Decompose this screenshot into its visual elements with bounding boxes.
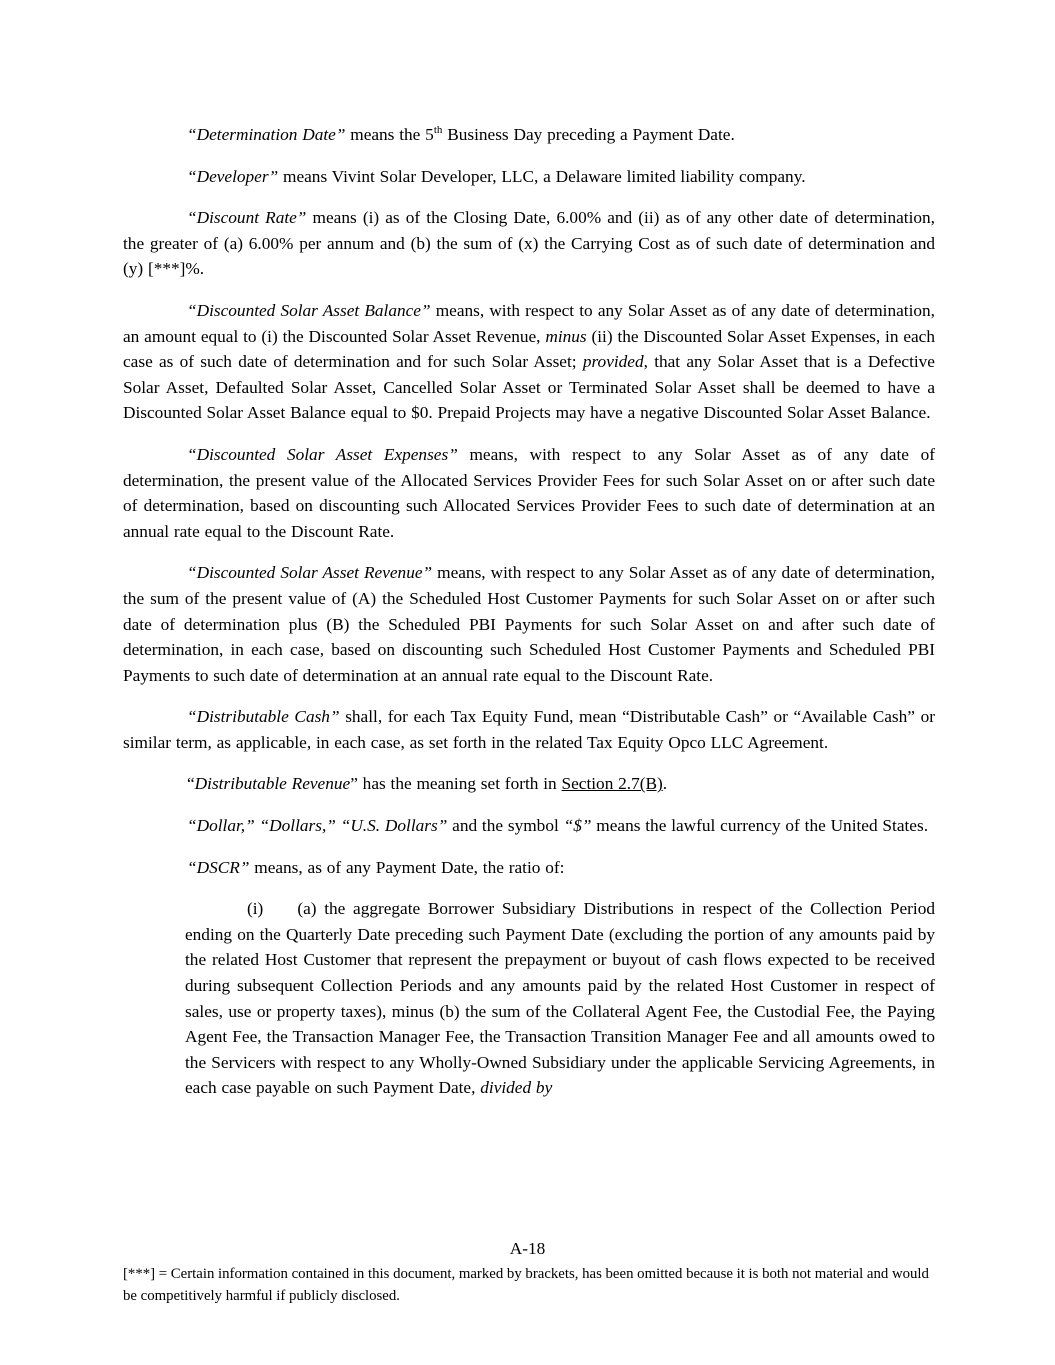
text-segment: ” has the meaning set forth in: [350, 774, 562, 794]
text-segment: divided by: [480, 1078, 553, 1098]
text-segment: (ii) the Discounted Solar Asset Expenses, in each case as of such date of determination and for such Solar Asset;: [123, 326, 935, 372]
text-segment: means, as of any Payment Date, the ratio of:: [249, 857, 565, 877]
text-segment: th: [433, 124, 443, 137]
text-segment: “Discounted Solar Asset Revenue”: [187, 563, 433, 583]
definition-discount-rate: [123, 205, 935, 282]
text-segment: (a) the aggregate Borrower Subsidiary Distributions in respect of the Collection Period ending on the Quarterly Date preceding such Payment Date (excluding the portion of any amounts paid by the related Host Customer that represent the prepayment or buyout of cash flows expected to be received during subsequent Collection Periods and any amounts paid by the related Host Customer in respect of sales, use or property taxes), minus (b) the sum of the Collateral Agent Fee, the Custodial Fee, the Paying Agent Fee, the Transaction Manager Fee, the Transaction Transition Manager Fee and all amounts owed to the Servicers with respect to any Wholly-Owned Subsidiary under the applicable Servicing Agreements, in each case payable on such Payment Date,: [185, 899, 935, 1098]
definition-distributable-cash: [123, 704, 935, 755]
text-segment: Section 2.7(B): [561, 774, 663, 794]
text-segment: “Discounted Solar Asset Balance”: [187, 300, 431, 320]
text-segment: Distributable Revenue: [194, 774, 351, 794]
text-segment: “Developer”: [187, 166, 279, 186]
text-segment: means the lawful currency of the United States.: [591, 816, 929, 836]
definition-determination-date: [123, 122, 935, 148]
definition-dollar: [123, 813, 935, 839]
text-segment: .: [662, 774, 668, 794]
text-segment: means, with respect to any Solar Asset as of any date of determination, an amount equal to (i) the Discounted Solar Asset Revenue,: [123, 300, 935, 346]
text-segment: “Discount Rate”: [187, 208, 307, 228]
dscr-clause-i: [185, 896, 935, 1101]
text-segment: means, with respect to any Solar Asset as of any date of determination, the sum of the present value of (A) the Scheduled Host Customer Payments for such Solar Asset on or after such date of determination plus (B) the Scheduled PBI Payments for such Solar Asset on and after such date of determination, in each case, based on discounting such Scheduled Host Customer Payments and Scheduled PBI Payments to such date of determination at an annual rate equal to the Discount Rate.: [123, 563, 935, 685]
definition-discounted-solar-asset-revenue: [123, 560, 935, 688]
text-segment: provided: [582, 352, 644, 372]
text-segment: Business Day preceding a Payment Date.: [442, 125, 735, 144]
text-segment: “Dollar,” “Dollars,” “U.S. Dollars”: [187, 816, 448, 836]
confidentiality-footnote: [***] = Certain information contained in this document, marked by brackets, has been omitted because it is both not material and would be competitively harmful if publicly disclosed.: [123, 1266, 929, 1304]
text-segment: means (i) as of the Closing Date, 6.00% and (ii) as of any other date of determination, the greater of (a) 6.00% per annum and (b) the sum of (x) the Carrying Cost as of such date of determination and (y) [***]%.: [123, 208, 935, 279]
text-segment: “$”: [563, 816, 592, 836]
text-segment: means, with respect to any Solar Asset as of any date of determination, the present value of the Allocated Services Provider Fees for such Solar Asset on or after such date of determination, based on discounting such Allocated Services Provider Fees to such date of determination at an annual rate equal to the Discount Rate.: [123, 444, 935, 541]
text-segment: “Distributable Cash”: [187, 707, 340, 727]
page-number: A-18: [509, 1239, 546, 1258]
text-segment: and the symbol: [447, 816, 564, 836]
text-segment: “DSCR”: [187, 857, 250, 877]
text-segment: means Vivint Solar Developer, LLC, a Delaware limited liability company.: [278, 166, 806, 186]
definition-discounted-solar-asset-expenses: [123, 442, 935, 544]
definition-dscr: [123, 855, 935, 881]
text-segment: means the 5: [345, 125, 434, 144]
text-segment: minus: [545, 326, 587, 346]
definition-distributable-revenue: [123, 771, 935, 797]
text-segment: “Discounted Solar Asset Expenses”: [187, 444, 458, 464]
text-segment: , that any Solar Asset that is a Defective Solar Asset, Defaulted Solar Asset, Cancelled Solar Asset or Terminated Solar Asset shall be deemed to have a Discounted Solar Asset Balance equal to $0. Prepaid Projects may have a negative Discounted Solar Asset Balance.: [123, 352, 935, 423]
text-segment: “: [187, 774, 195, 794]
definition-developer: [123, 164, 935, 190]
text-segment: “Determination Date”: [187, 125, 346, 144]
document-body: [123, 122, 935, 1117]
definition-discounted-solar-asset-balance: [123, 298, 935, 426]
text-segment: (i): [247, 899, 264, 919]
text-segment: shall, for each Tax Equity Fund, mean “Distributable Cash” or “Available Cash” or similar term, as applicable, in each case, as set forth in the related Tax Equity Opco LLC Agreement.: [123, 707, 935, 752]
